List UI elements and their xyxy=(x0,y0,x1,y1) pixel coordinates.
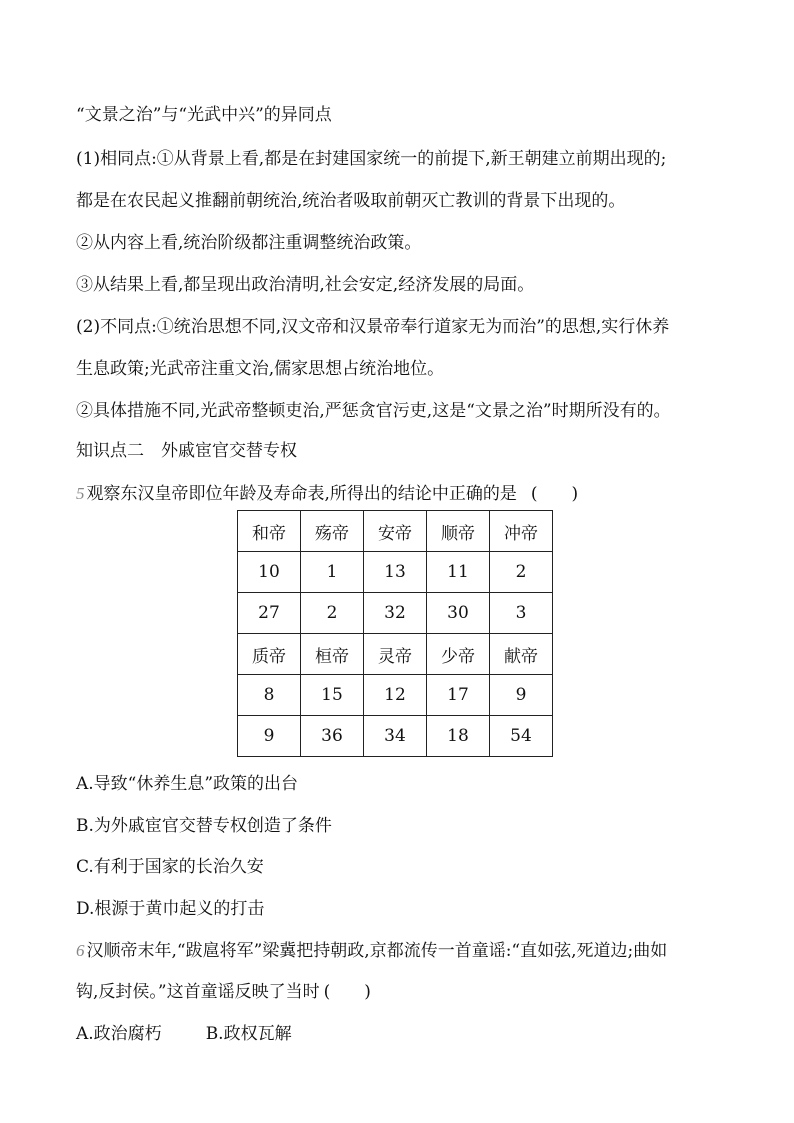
table-cell: 27 xyxy=(238,593,301,634)
table-cell: 质帝 xyxy=(238,634,301,675)
table-row xyxy=(238,511,553,552)
table-cell: 9 xyxy=(238,716,301,757)
table-cell: 8 xyxy=(238,675,301,716)
table-cell: 18 xyxy=(427,716,490,757)
question-text: 汉顺帝末年,“跋扈将军”梁冀把持朝政,京都流传一首童谣:“直如弦,死道边;曲如 xyxy=(86,941,668,961)
table-cell: 和帝 xyxy=(238,511,301,552)
table-cell: 17 xyxy=(427,675,490,716)
table-row xyxy=(238,593,553,634)
similarity-point-1: (1)相同点:①从背景上看,都是在封建国家统一的前提下,新王朝建立前期出现的; xyxy=(76,149,667,169)
table-cell: 灵帝 xyxy=(364,634,427,675)
answer-blank: ( ) xyxy=(323,982,371,1002)
table-cell: 3 xyxy=(490,593,553,634)
table-cell: 少帝 xyxy=(427,634,490,675)
table-cell: 9 xyxy=(490,675,553,716)
table-cell: 献帝 xyxy=(490,634,553,675)
table-cell: 30 xyxy=(427,593,490,634)
question-text: 钩,反封侯。”这首童谣反映了当时 xyxy=(76,982,320,1002)
table-cell: 殇帝 xyxy=(301,511,364,552)
table-cell: 15 xyxy=(301,675,364,716)
question-number: 6 xyxy=(76,941,85,960)
option-a[interactable]: A.导致“休养生息”政策的出台 xyxy=(76,774,299,794)
answer-blank: ( ) xyxy=(530,484,579,504)
table-cell: 36 xyxy=(301,716,364,757)
option-b[interactable]: B.为外戚宦官交替专权创造了条件 xyxy=(76,816,332,836)
table-cell: 54 xyxy=(490,716,553,757)
table-row xyxy=(238,634,553,675)
difference-point-1-cont: 生息政策;光武帝注重文治,儒家思想占统治地位。 xyxy=(76,359,445,379)
table-cell: 10 xyxy=(238,552,301,593)
table-row xyxy=(238,675,553,716)
question-text: 观察东汉皇帝即位年龄及寿命表,所得出的结论中正确的是 xyxy=(86,484,517,504)
table-cell: 34 xyxy=(364,716,427,757)
option-d[interactable]: D.根源于黄巾起义的打击 xyxy=(76,899,265,919)
table-cell: 13 xyxy=(364,552,427,593)
option-a[interactable]: A.政治腐朽 xyxy=(76,1024,162,1044)
table-cell: 顺帝 xyxy=(427,511,490,552)
similarity-point-3: ③从结果上看,都呈现出政治清明,社会安定,经济发展的局面。 xyxy=(76,275,535,295)
comparison-title: “文景之治”与“光武中兴”的异同点 xyxy=(76,105,332,125)
table-cell: 安帝 xyxy=(364,511,427,552)
table-cell: 12 xyxy=(364,675,427,716)
similarity-point-2: ②从内容上看,统治阶级都注重调整统治政策。 xyxy=(76,233,422,253)
table-cell: 32 xyxy=(364,593,427,634)
question-number: 5 xyxy=(76,484,85,503)
option-c[interactable]: C.有利于国家的长治久安 xyxy=(76,857,264,877)
table-cell: 11 xyxy=(427,552,490,593)
table-cell: 桓帝 xyxy=(301,634,364,675)
section-heading: 知识点二 外戚宦官交替专权 xyxy=(76,441,297,461)
table-cell: 1 xyxy=(301,552,364,593)
table-row xyxy=(238,552,553,593)
difference-point-1: (2)不同点:①统治思想不同,汉文帝和汉景帝奉行道家无为而治”的思想,实行休养 xyxy=(76,317,670,337)
table-cell: 2 xyxy=(301,593,364,634)
question-6-options xyxy=(76,1022,292,1046)
question-6-stem xyxy=(76,939,667,963)
table-cell: 2 xyxy=(490,552,553,593)
question-6-stem-cont xyxy=(76,980,371,1004)
similarity-point-1-cont: 都是在农民起义推翻前朝统治,统治者吸取前朝灭亡教训的背景下出现的。 xyxy=(76,191,626,211)
emperor-age-table xyxy=(237,510,553,757)
question-5-stem xyxy=(76,482,578,506)
table-row xyxy=(238,716,553,757)
difference-point-2: ②具体措施不同,光武帝整顿吏治,严惩贪官污吏,这是“文景之治”时期所没有的。 xyxy=(76,401,671,421)
table-cell: 冲帝 xyxy=(490,511,553,552)
option-b[interactable]: B.政权瓦解 xyxy=(205,1024,292,1044)
